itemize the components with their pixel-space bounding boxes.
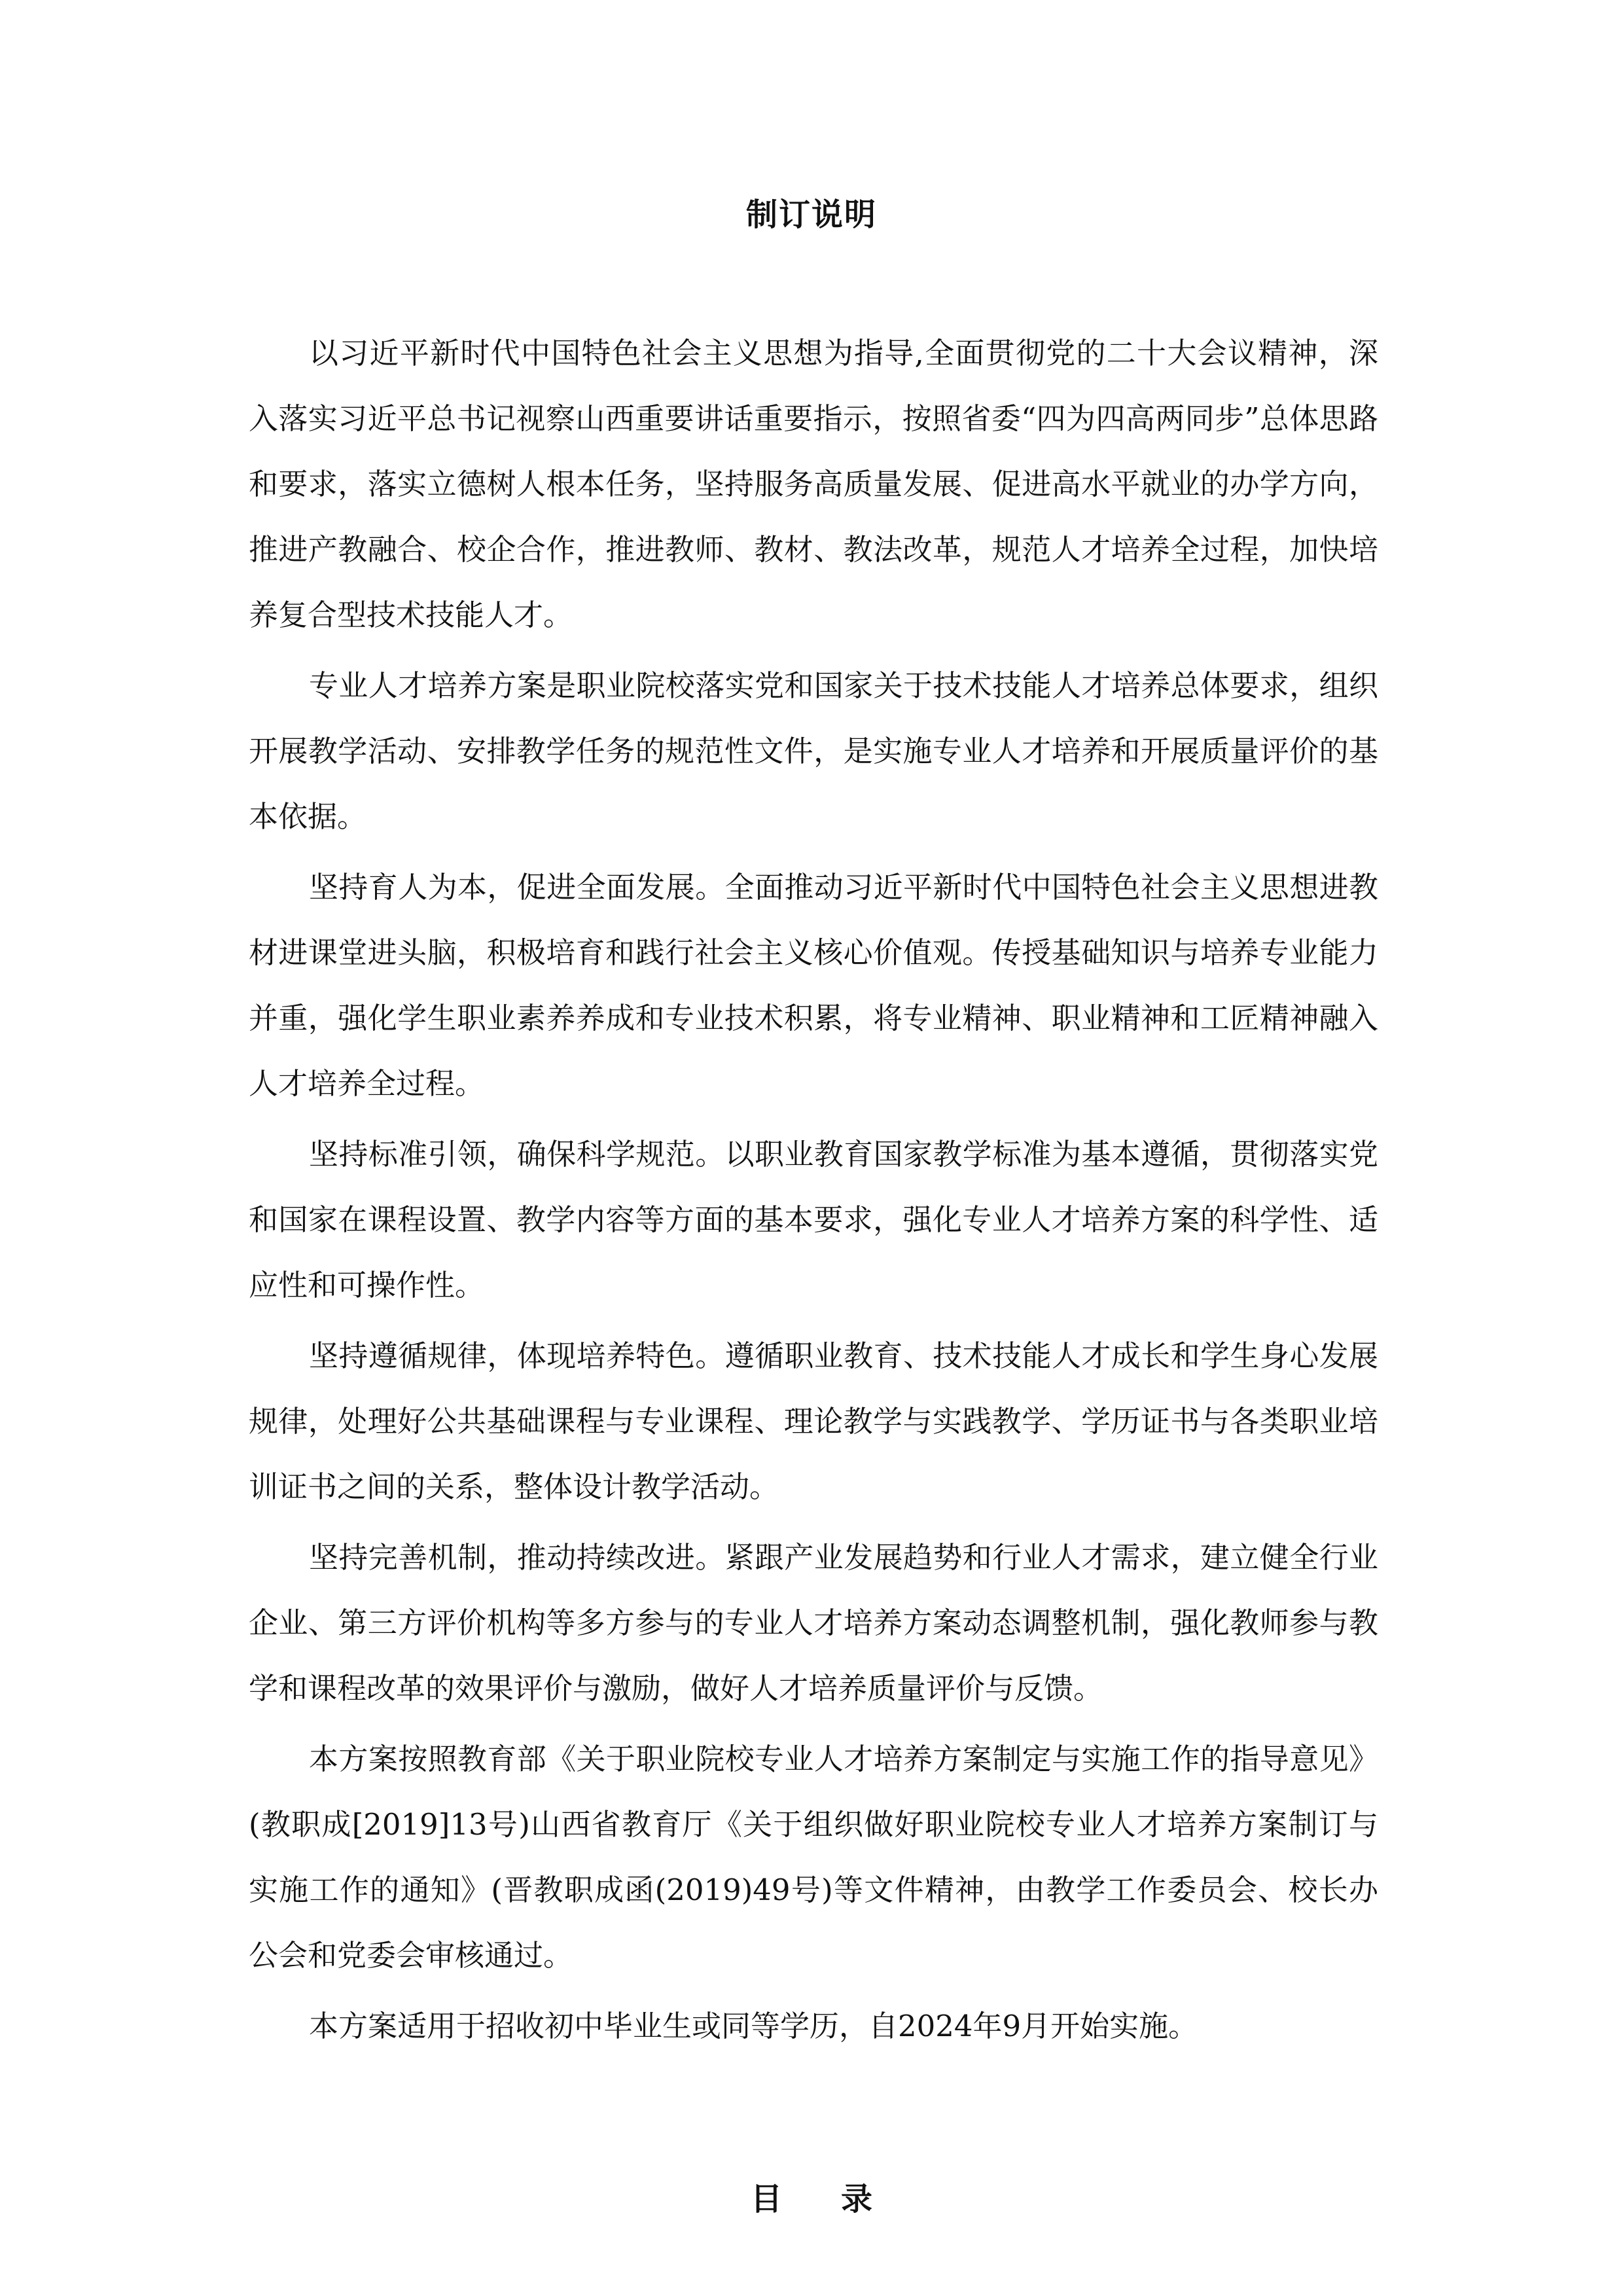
paragraph-applicability: 本方案适用于招收初中毕业生或同等学历，自2024年9月开始实施。 bbox=[309, 2009, 1198, 2043]
paragraph-mechanism: 坚持完善机制，推动持续改进。紧跟产业发展趋势和行业人才需求，建立健全行业企业、第三方评价机构等多方参与的专业人才培养方案动态调整机制，强化教师参与教学和课程改革的效果评价与激励，做好人才培养质量评价与反馈。 bbox=[249, 1540, 1378, 1706]
table-of-contents-heading: 目录 bbox=[750, 2181, 931, 2217]
paragraph-guiding-ideology: 以习近平新时代中国特色社会主义思想为指导,全面贯彻党的二十大会议精神，深入落实习近平总书记视察山西重要讲话重要指示，按照省委“四为四高两同步”总体思路和要求，落实立德树人根本任务，坚持服务高质量发展、促进高水平就业的办学方向，推进产教融合、校企合作，推进教师、教材、教法改革，规范人才培养全过程，加快培养复合型技术技能人才。 bbox=[249, 336, 1378, 632]
paragraph-education-first: 坚持育人为本，促进全面发展。全面推动习近平新时代中国特色社会主义思想进教材进课堂进头脑，积极培育和践行社会主义核心价值观。传授基础知识与培养专业能力并重，强化学生职业素养养成和专业技术积累，将专业精神、职业精神和工匠精神融入人才培养全过程。 bbox=[249, 870, 1378, 1101]
document-title: 制订说明 bbox=[745, 196, 877, 233]
paragraph-standards: 坚持标准引领，确保科学规范。以职业教育国家教学标准为基本遵循，贯彻落实党和国家在课程设置、教学内容等方面的基本要求，强化专业人才培养方案的科学性、适应性和可操作性。 bbox=[249, 1137, 1378, 1302]
document-body bbox=[249, 321, 1378, 2064]
paragraph-rules: 坚持遵循规律，体现培养特色。遵循职业教育、技术技能人才成长和学生身心发展规律，处理好公共基础课程与专业课程、理论教学与实践教学、学历证书与各类职业培训证书之间的关系，整体设计教学活动。 bbox=[249, 1338, 1378, 1504]
paragraph-plan-definition: 专业人才培养方案是职业院校落实党和国家关于技术技能人才培养总体要求，组织开展教学活动、安排教学任务的规范性文件，是实施专业人才培养和开展质量评价的基本依据。 bbox=[249, 668, 1378, 834]
paragraph-basis: 本方案按照教育部《关于职业院校专业人才培养方案制定与实施工作的指导意见》(教职成[2019]13号)山西省教育厅《关于组织做好职业院校专业人才培养方案制订与实施工作的通知》(晋教职成函(2019)49号)等文件精神，由教学工作委员会、校长办公会和党委会审核通过。 bbox=[249, 1742, 1378, 1973]
